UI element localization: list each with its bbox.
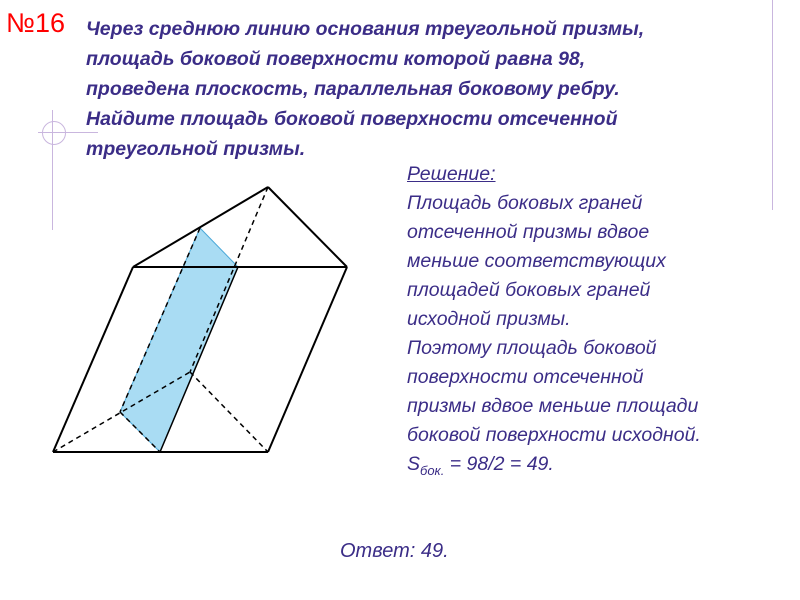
prism-edge — [268, 187, 347, 267]
solution-line: Площадь боковых граней — [407, 192, 643, 214]
solution-label: Решение: — [407, 163, 496, 185]
solution-line: отсеченной призмы вдвое — [407, 221, 650, 243]
problem-line: проведена плоскость, параллельная боковому ребру. — [86, 78, 620, 100]
solution-block — [407, 160, 787, 485]
prism-edge — [268, 267, 347, 452]
formula-rest: = 98/2 = 49. — [444, 453, 554, 475]
solution-line: площадей боковых граней — [407, 279, 651, 301]
solution-line: меньше соответствующих — [407, 250, 666, 272]
cutting-plane — [120, 228, 238, 452]
prism-edge — [53, 267, 133, 452]
problem-line: Найдите площадь боковой поверхности отсеченной — [86, 108, 618, 130]
solution-line: боковой поверхности исходной. — [407, 424, 701, 446]
problem-line: треугольной призмы. — [86, 138, 306, 160]
solution-line: призмы вдвое меньше площади — [407, 395, 699, 417]
solution-line: поверхности отсеченной — [407, 366, 644, 388]
solution-line: Поэтому площадь боковой — [407, 337, 657, 359]
problem-number: №16 — [6, 8, 65, 38]
problem-line: Через среднюю линию основания треугольной призмы, — [86, 18, 645, 40]
problem-line: площадь боковой поверхности которой равна 98, — [86, 48, 586, 70]
hidden-edge — [190, 372, 268, 452]
formula-subscript: бок. — [420, 462, 445, 478]
formula-s: S — [407, 453, 421, 475]
solution-line: исходной призмы. — [407, 308, 571, 330]
answer: Ответ: 49. — [340, 540, 449, 562]
solution-formula — [407, 450, 787, 485]
